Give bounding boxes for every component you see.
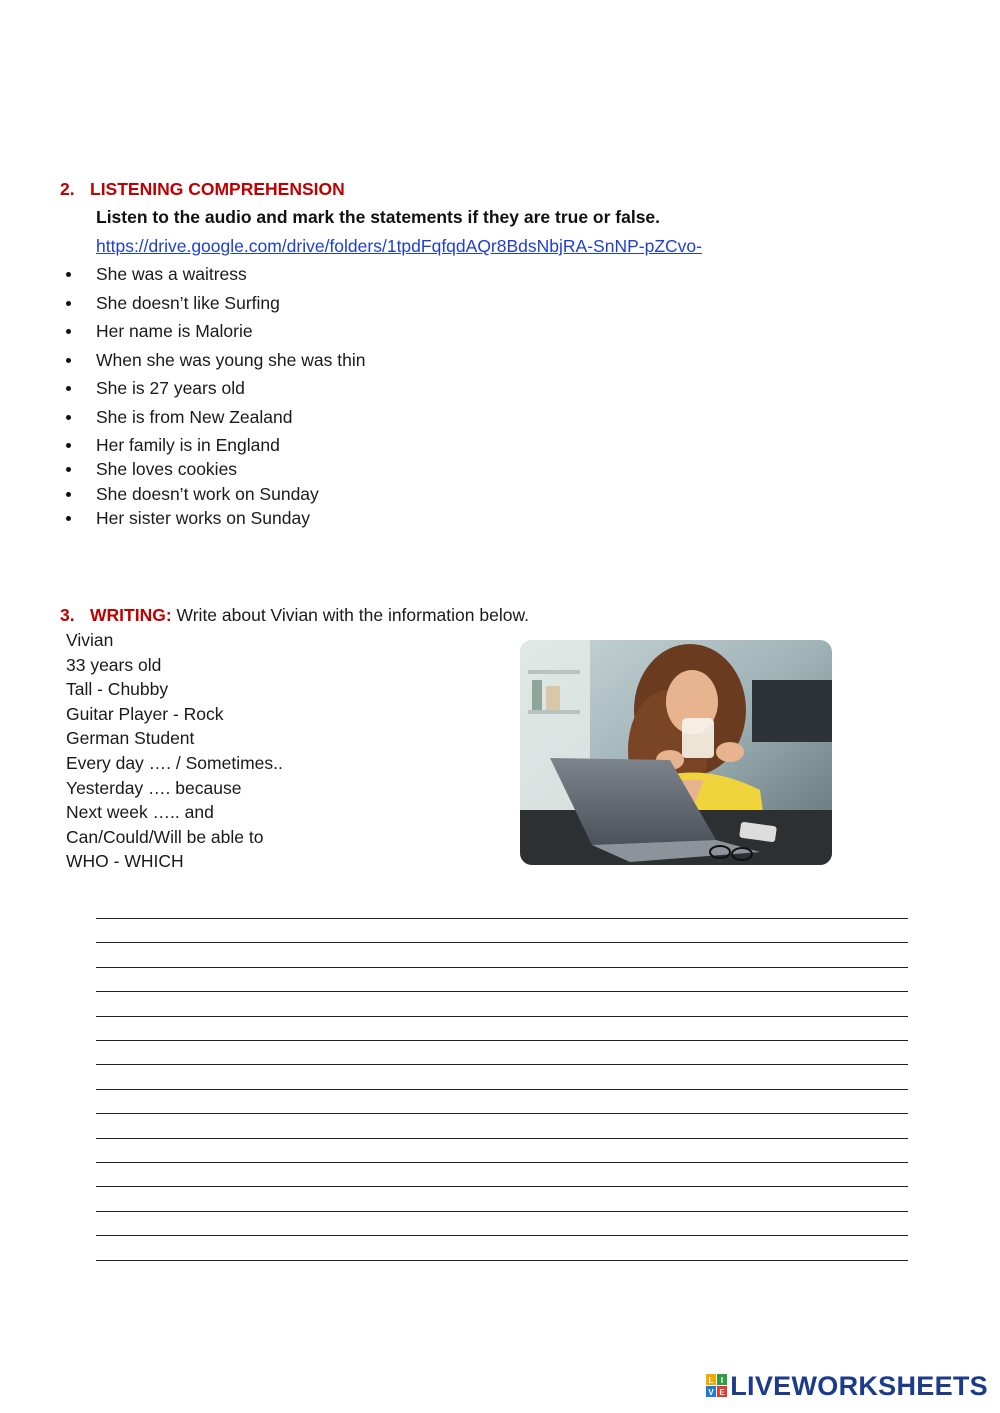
vivian-info-item: Yesterday …. because <box>66 777 242 798</box>
vivian-info-item: 33 years old <box>66 654 162 675</box>
writing-line[interactable] <box>96 1016 908 1017</box>
bullet-icon <box>66 272 71 277</box>
vivian-info-item: Guitar Player - Rock <box>66 703 224 724</box>
statement-text: She doesn’t work on Sunday <box>96 484 319 504</box>
logo-badge-icon <box>706 1374 728 1398</box>
writing-line[interactable] <box>96 1089 908 1090</box>
statement-text: She doesn’t like Surfing <box>96 292 280 313</box>
writing-label: WRITING: <box>90 605 172 625</box>
bullet-icon <box>66 516 71 521</box>
statement-text: Her name is Malorie <box>96 321 253 341</box>
logo-badge-e: E <box>719 1388 725 1397</box>
statement-text: She loves cookies <box>96 459 238 479</box>
liveworksheets-logo <box>706 1369 988 1403</box>
vivian-info-item: Tall - Chubby <box>66 679 169 700</box>
writing-instruction: Write about Vivian with the information below. <box>176 605 529 625</box>
writing-line[interactable] <box>96 1235 908 1236</box>
bullet-icon <box>66 415 71 420</box>
statement-text: When she was young she was thin <box>96 349 366 370</box>
statement-text: Her family is in England <box>96 435 280 455</box>
vivian-info-item: WHO - WHICH <box>66 851 184 872</box>
logo-badge-v: V <box>708 1388 714 1397</box>
audio-link[interactable]: https://drive.google.com/drive/folders/1tpdFqfqdAQr8BdsNbjRA-SnNP-pZCvo- <box>96 236 702 256</box>
writing-line[interactable] <box>96 1040 908 1041</box>
writing-line[interactable] <box>96 967 908 968</box>
writing-line[interactable] <box>96 1138 908 1139</box>
logo-text: LIVEWORKSHEETS <box>730 1370 988 1401</box>
statement-list <box>66 264 666 544</box>
listening-instruction: Listen to the audio and mark the statements if they are true or false. <box>96 207 661 227</box>
listening-title: LISTENING COMPREHENSION <box>90 179 345 199</box>
woman-laptop-photo <box>520 640 832 865</box>
writing-line[interactable] <box>96 1186 908 1187</box>
logo-badge-l: L <box>708 1376 714 1385</box>
statement-text: She is 27 years old <box>96 378 245 398</box>
bullet-icon <box>66 358 71 363</box>
writing-line[interactable] <box>96 1113 908 1114</box>
writing-line[interactable] <box>96 1211 908 1212</box>
vivian-info-list <box>66 630 466 880</box>
bullet-icon <box>66 467 71 472</box>
vivian-info-item: Every day …. / Sometimes.. <box>66 753 283 773</box>
writing-line[interactable] <box>96 1064 908 1065</box>
vivian-info-item: Vivian <box>66 630 114 650</box>
writing-line[interactable] <box>96 1162 908 1163</box>
statement-text: Her sister works on Sunday <box>96 508 310 528</box>
bullet-icon <box>66 329 71 334</box>
writing-line[interactable] <box>96 918 908 919</box>
writing-number: 3. <box>60 605 75 625</box>
listening-number: 2. <box>60 179 75 199</box>
statement-text: She is from New Zealand <box>96 406 293 427</box>
statement-text: She was a waitress <box>96 264 247 284</box>
writing-heading <box>60 605 529 626</box>
listening-heading <box>60 179 345 200</box>
bullet-icon <box>66 443 71 448</box>
photo-illustration <box>520 640 832 865</box>
vivian-info-item: Next week ….. and <box>66 802 214 823</box>
bullet-icon <box>66 386 71 391</box>
bullet-icon <box>66 492 71 497</box>
writing-line[interactable] <box>96 1260 908 1261</box>
logo-badge-i: I <box>721 1376 724 1385</box>
writing-line[interactable] <box>96 942 908 943</box>
writing-line[interactable] <box>96 991 908 992</box>
vivian-info-item: German Student <box>66 728 195 749</box>
vivian-info-item: Can/Could/Will be able to <box>66 826 264 847</box>
bullet-icon <box>66 301 71 306</box>
